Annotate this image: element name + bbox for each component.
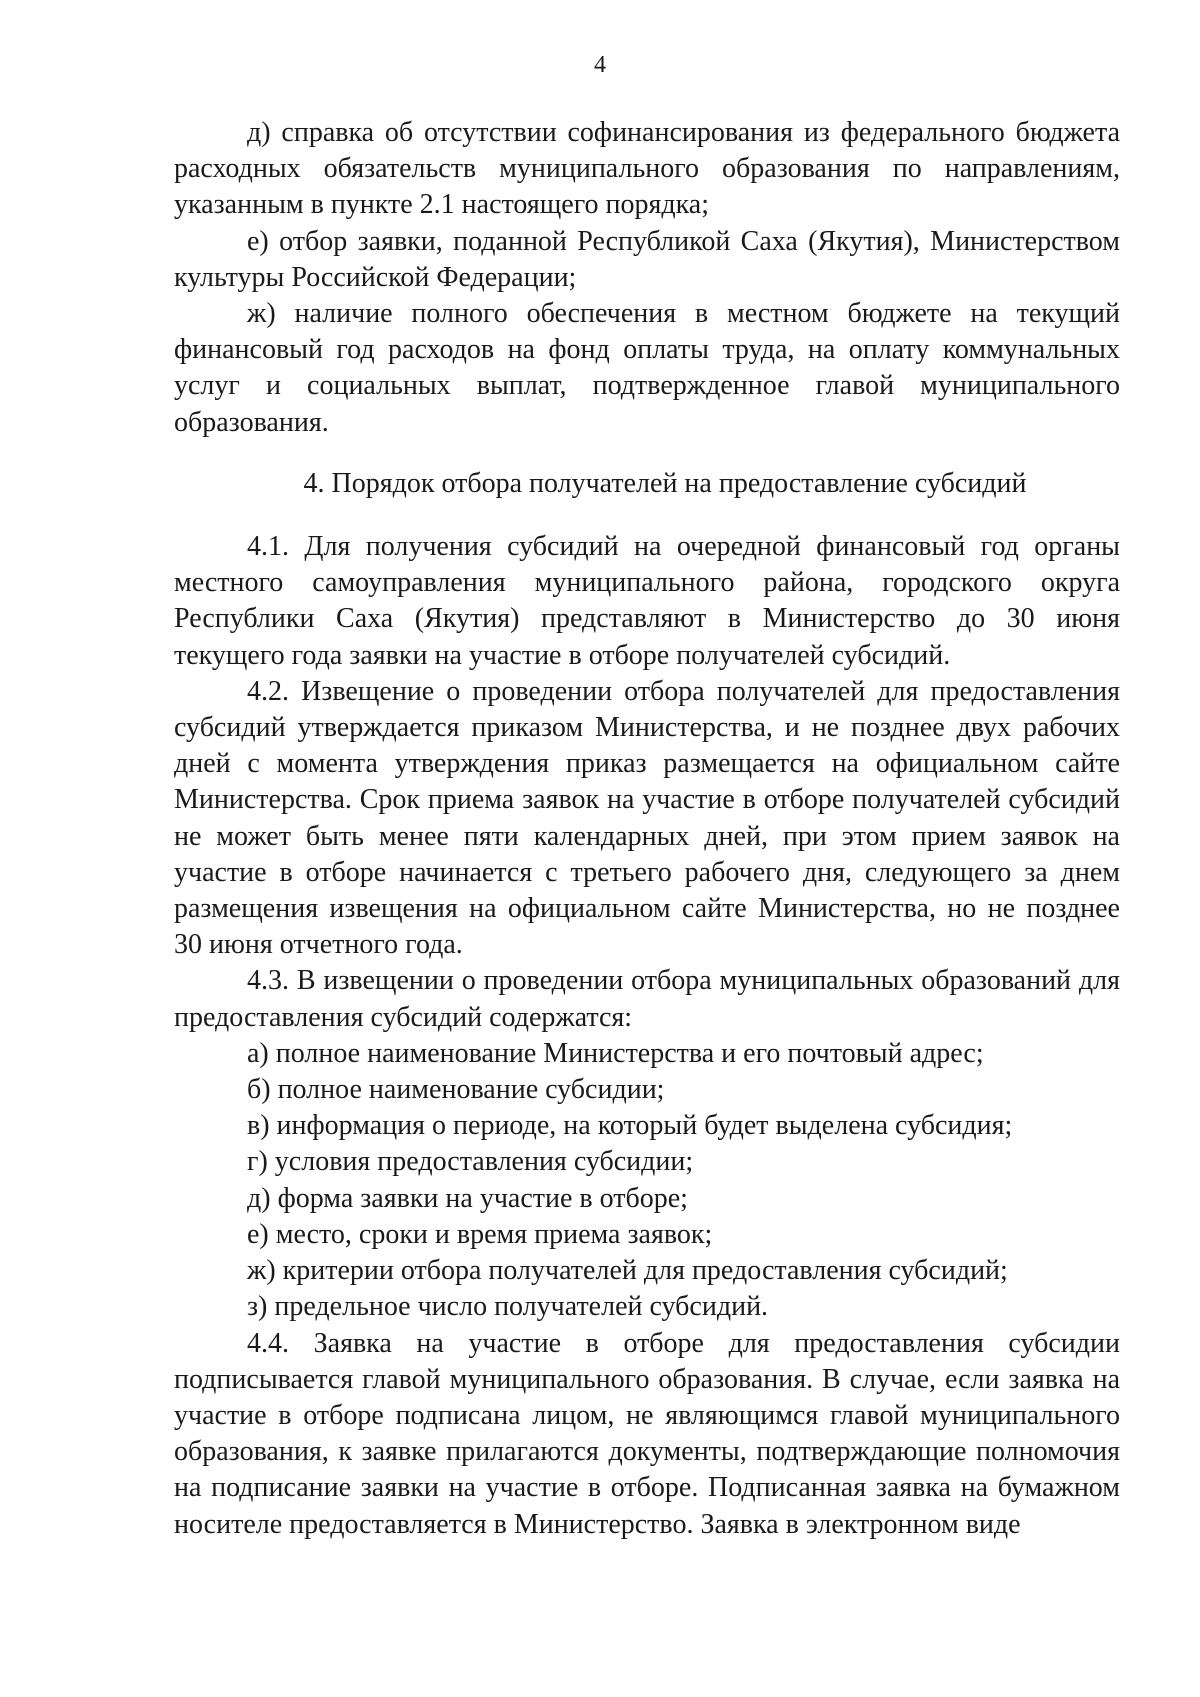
paragraph-4-4: 4.4. Заявка на участие в отборе для предоставления субсидии подписывается главой муниципального образования. В случае, если заявка на участие в отборе подписана лицом, не являющимся главой муниципального образования, к заявке прилагаются документы, подтверждающие полномочия на подписание заявки на участие в отборе. Подписанная заявка на бумажном носителе предоставляется в Министерство. Заявка в электронном виде [174,1327,1120,1540]
paragraph-4-3: 4.3. В извещении о проведении отбора муниципальных образований для предоставления субсидий содержатся: [174,965,1120,1033]
list-item-zh: ж) критерии отбора получателей для предоставления субсидий; [247,1255,1008,1287]
document-body [174,115,1120,1543]
list-item-d: д) форма заявки на участие в отборе; [247,1182,688,1214]
list-item-e: е) место, сроки и время приема заявок; [247,1218,713,1250]
page-number: 4 [594,52,606,78]
paragraph-item-d: д) справка об отсутствии софинансирования из федерального бюджета расходных обязательств муниципального образования по направлениям, указанным в пункте 2.1 настоящего порядка; [174,117,1120,221]
list-item-v: в) информация о периоде, на который будет выделена субсидия; [247,1110,1013,1142]
list-item-a: а) полное наименование Министерства и его почтовый адрес; [247,1037,984,1069]
list-item-z: з) предельное число получателей субсидий. [247,1291,769,1323]
list-item-b: б) полное наименование субсидии; [247,1074,665,1106]
paragraph-item-e: е) отбор заявки, поданной Республикой Саха (Якутия), Министерством культуры Российской Федерации; [174,225,1120,293]
paragraph-4-1: 4.1. Для получения субсидий на очередной финансовый год органы местного самоуправления муниципального района, городского округа Республики Саха (Якутия) представляют в Министерство до 30 июня текущего года заявки на участие в отборе получателей субсидий. [174,531,1120,671]
list-item-g: г) условия предоставления субсидии; [247,1146,694,1178]
paragraph-4-2: 4.2. Извещение о проведении отбора получателей для предоставления субсидий утверждается приказом Министерства, и не позднее двух рабочих дней с момента утверждения приказ размещается на официальном сайте Министерства. Срок приема заявок на участие в отборе получателей субсидий не может быть менее пяти календарных дней, при этом прием заявок на участие в отборе начинается с третьего рабочего дня, следующего за днем размещения извещения на официальном сайте Министерства, но не позднее 30 июня отчетного года. [174,675,1120,961]
paragraph-item-zh: ж) наличие полного обеспечения в местном бюджете на текущий финансовый год расходов на фонд оплаты труда, на оплату коммунальных услуг и социальных выплат, подтвержденное главой муниципального образования. [174,298,1120,438]
section-heading: 4. Порядок отбора получателей на предоставление субсидий [303,467,1027,499]
